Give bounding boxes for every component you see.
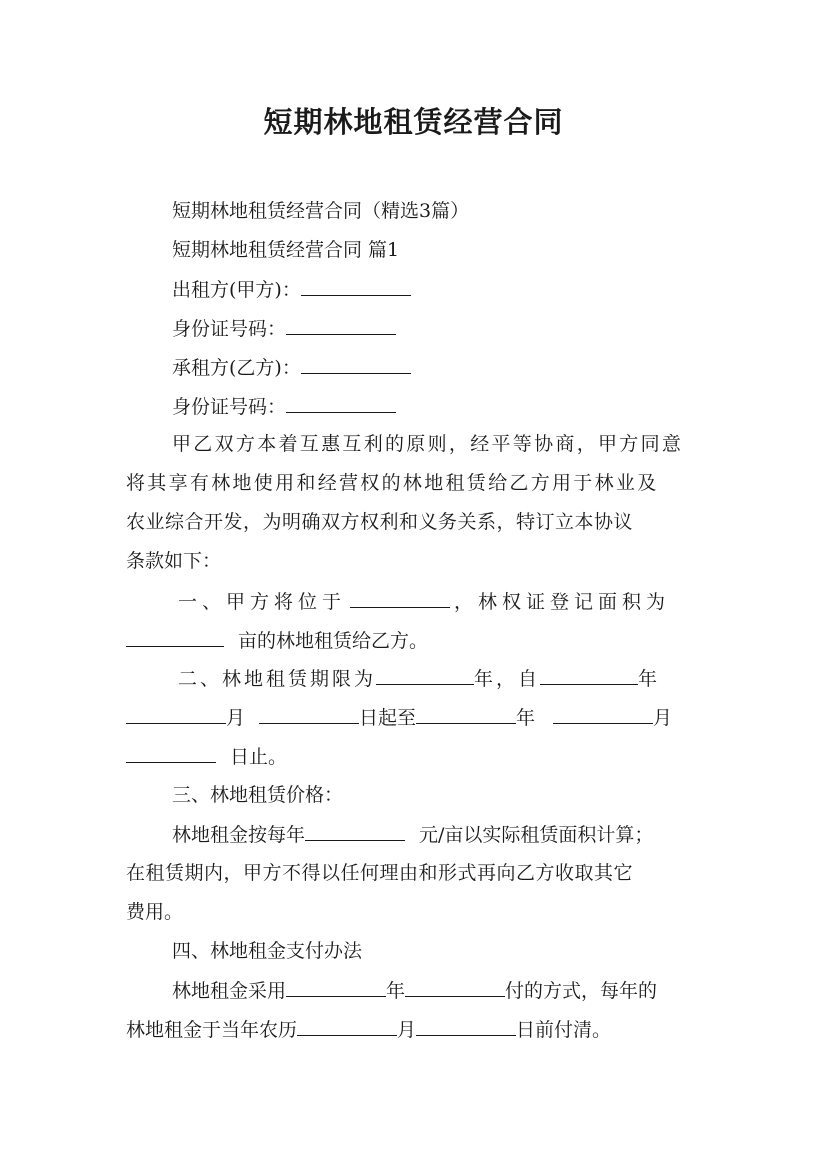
clause1-text-1: 一、甲方将位于 xyxy=(178,591,347,613)
clause2-text-5: 日起至 xyxy=(359,707,417,729)
document-title: 短期林地租赁经营合同 xyxy=(263,105,564,139)
clause1-line-1 xyxy=(178,588,670,615)
id-line-1 xyxy=(172,315,396,342)
clause2-text-3: 年 xyxy=(638,668,661,690)
clause2-text-7: 月 xyxy=(653,707,673,729)
clause2-line-2 xyxy=(126,704,672,731)
clause1-area-blank xyxy=(126,627,224,647)
clause2-end-day-blank xyxy=(126,743,216,763)
clause2-start-year-blank xyxy=(540,665,638,685)
section-heading: 短期林地租赁经营合同 篇1 xyxy=(172,239,400,261)
id-blank-1 xyxy=(286,315,396,335)
clause1-line-2 xyxy=(126,627,428,654)
id-blank-2 xyxy=(286,393,396,413)
intro-line-3: 农业综合开发，为明确双方权利和义务关系，特订立本协议 xyxy=(126,511,634,533)
clause3-line-2: 在租赁期内，甲方不得以任何理由和形式再向乙方收取其它 xyxy=(126,862,634,884)
clause4-text-1: 林地租金采用 xyxy=(172,980,287,1002)
clause4-text-3: 付的方式，每年的 xyxy=(505,980,658,1002)
clause3-price-blank xyxy=(305,821,405,841)
party-a-line xyxy=(172,276,411,303)
clause4-text-6: 日前付清。 xyxy=(516,1019,612,1041)
clause2-text-8: 日止。 xyxy=(230,746,288,768)
clause4-text-2: 年 xyxy=(386,980,406,1002)
clause1-location-blank xyxy=(350,588,450,608)
clause2-line-1 xyxy=(178,665,660,692)
intro-line-1: 甲乙双方本着互惠互利的原则，经平等协商，甲方同意 xyxy=(172,433,684,455)
clause1-text-3: 亩的林地租赁给乙方。 xyxy=(238,630,429,652)
clause2-term-blank xyxy=(376,665,474,685)
clause2-end-month-blank xyxy=(553,704,653,724)
clause4-line-1 xyxy=(172,977,657,1004)
clause1-text-2: ，林权证登记面积为 xyxy=(454,591,671,613)
clause2-text-1: 二、林地租赁期限为 xyxy=(178,668,377,690)
clause2-line-3 xyxy=(126,743,287,770)
id-line-2 xyxy=(172,393,396,420)
clause4-month-blank xyxy=(297,1016,397,1036)
id-label-2: 身份证号码： xyxy=(172,396,287,418)
clause4-day-blank xyxy=(416,1016,516,1036)
party-a-label: 出租方(甲方)： xyxy=(172,279,301,301)
clause4-years-blank xyxy=(286,977,386,997)
clause2-end-year-blank xyxy=(416,704,516,724)
intro-line-2: 将其享有林地使用和经营权的林地租赁给乙方用于林业及 xyxy=(126,472,659,494)
clause4-text-5: 月 xyxy=(397,1019,417,1041)
party-b-line xyxy=(172,354,411,381)
party-b-blank xyxy=(301,354,411,374)
intro-line-4: 条款如下： xyxy=(126,550,222,572)
id-label-1: 身份证号码： xyxy=(172,318,287,340)
clause4-line-2 xyxy=(126,1016,611,1043)
clause2-text-4: 月 xyxy=(226,707,246,729)
clause3-heading: 三、林地租赁价格： xyxy=(172,784,344,806)
clause2-text-6: 年 xyxy=(516,707,536,729)
party-a-blank xyxy=(301,276,411,296)
clause4-text-4: 林地租金于当年农历 xyxy=(126,1019,298,1041)
clause2-text-2: 年，自 xyxy=(474,668,541,690)
clause3-text-1: 林地租金按每年 xyxy=(172,824,306,846)
clause3-line-3: 费用。 xyxy=(126,901,184,923)
clause2-start-month-blank xyxy=(126,704,226,724)
clause4-period-blank xyxy=(405,977,505,997)
clause3-text-2: 元/亩以实际租赁面积计算； xyxy=(419,824,654,846)
clause4-heading: 四、林地租金支付办法 xyxy=(172,940,363,962)
party-b-label: 承租方(乙方)： xyxy=(172,357,301,379)
clause3-line-1 xyxy=(172,821,653,848)
clause2-start-day-blank xyxy=(259,704,359,724)
subtitle: 短期林地租赁经营合同（精选3篇） xyxy=(172,200,470,222)
